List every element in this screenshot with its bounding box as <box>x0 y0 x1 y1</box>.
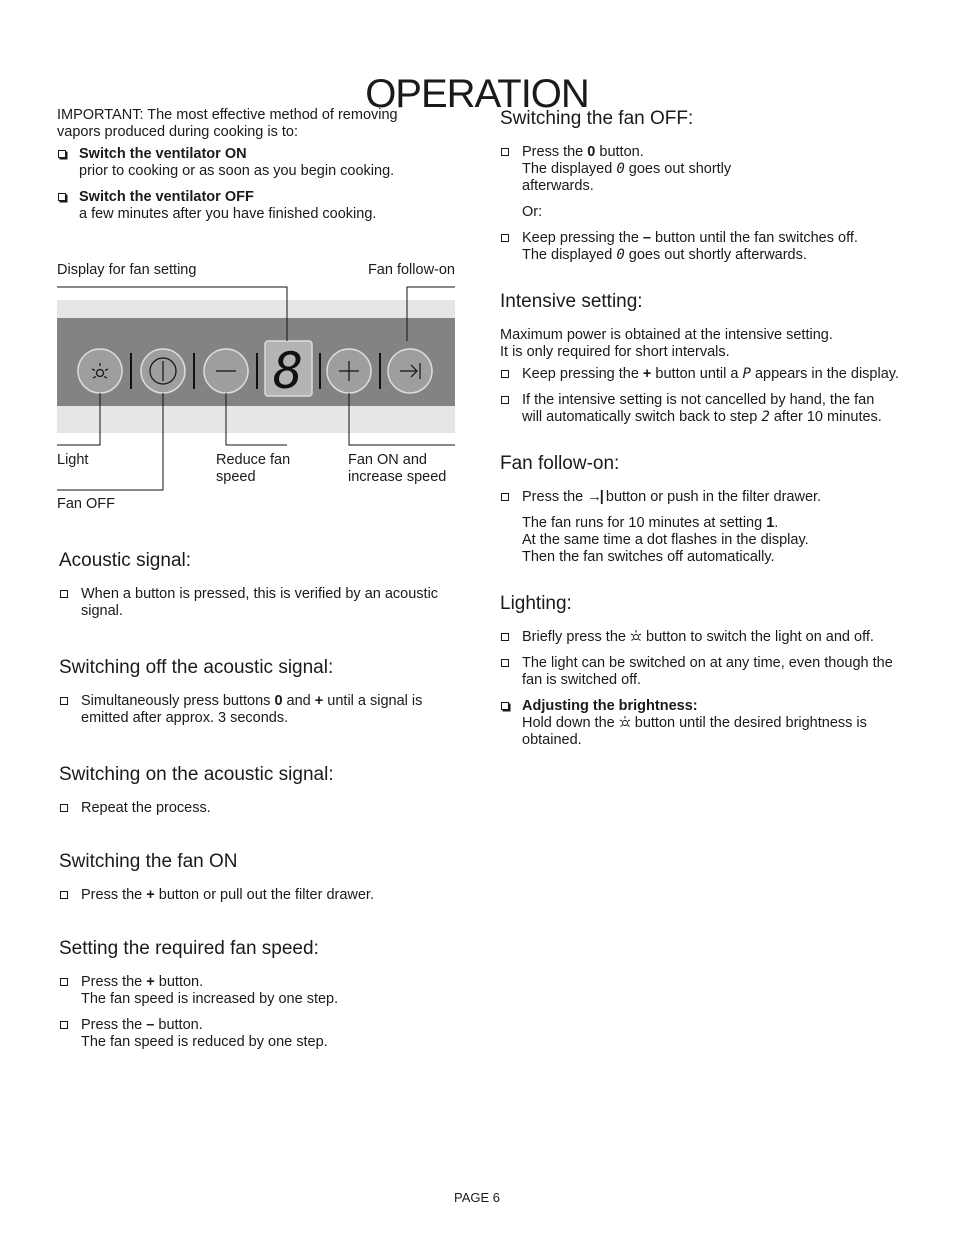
display-2-glyph: 2 <box>761 409 770 425</box>
page-number: PAGE 6 <box>453 1190 500 1205</box>
fan-on-item: Press the + button or pull out the filter drawer. <box>59 887 454 904</box>
label-light: Light <box>57 452 89 468</box>
acoustic-on-item: Repeat the process. <box>59 800 454 817</box>
intro-item-off-text: a few minutes after you have finished cooking. <box>79 206 377 222</box>
intro-item-on-text: prior to cooking or as soon as you begin cooking. <box>79 163 395 179</box>
heading-acoustic-on: Switching on the acoustic signal: <box>59 764 334 785</box>
label-reduce-line2: speed <box>216 469 256 485</box>
fan-off-item-minus: Keep pressing the – button until the fan switches off. The displayed 0 goes out shortly afterwards. <box>500 230 900 264</box>
lighting-item-2: The light can be switched on at any time, even though the fan is switched off. <box>500 655 897 689</box>
light-icon <box>619 715 631 728</box>
display-digit: 8 <box>272 342 304 400</box>
plus-button[interactable] <box>327 349 371 393</box>
follow-on-item: Press the →| button or push in the filter drawer. <box>500 489 900 506</box>
label-fan-on-line2: increase speed <box>348 469 447 485</box>
fan-off-item-0: Press the 0 button. The displayed 0 goes out shortly afterwards. <box>500 144 900 195</box>
heading-fan-on: Switching the fan ON <box>59 851 238 872</box>
heading-acoustic-off: Switching off the acoustic signal: <box>59 657 334 678</box>
label-reduce <box>216 452 290 486</box>
label-follow-on: Fan follow-on <box>367 262 455 278</box>
intro-text: IMPORTANT: The most effective method of removing vapors produced during cooking is to: <box>57 107 398 140</box>
heading-acoustic: Acoustic signal: <box>59 550 192 571</box>
label-fan-on <box>348 452 446 486</box>
intro-item-off-bold: Switch the ventilator OFF <box>79 189 254 205</box>
intensive-p1: Maximum power is obtained at the intensive setting. <box>500 327 833 343</box>
fan-speed-item-minus: Press the – button. The fan speed is reduced by one step. <box>59 1017 454 1051</box>
left-column-sections <box>59 549 454 1051</box>
fan-speed-item-plus: Press the + button. The fan speed is increased by one step. <box>59 974 454 1008</box>
display-0-glyph: 0 <box>616 247 625 263</box>
heading-follow-on: Fan follow-on: <box>500 453 620 474</box>
fan-follow-on-button[interactable] <box>388 349 432 393</box>
lighting-item-1: Briefly press the button to switch the light on and off. <box>500 629 892 646</box>
acoustic-item-text: When a button is pressed, this is verified by an acoustic signal. <box>81 586 439 619</box>
intensive-item-2: If the intensive setting is not cancelled by hand, the fan will automatically switch back to step 2 after 10 minutes. <box>500 392 882 426</box>
control-panel-diagram <box>57 255 457 525</box>
intensive-item-1: Keep pressing the + button until a P appears in the display. <box>500 366 900 383</box>
right-column <box>500 107 900 749</box>
label-fan-on-line1: Fan ON and <box>348 452 427 468</box>
acoustic-item <box>59 586 454 620</box>
light-button[interactable] <box>78 349 122 393</box>
display-0-glyph: 0 <box>616 161 625 177</box>
heading-fan-speed: Setting the required fan speed: <box>59 938 319 959</box>
intensive-p2: It is only required for short intervals. <box>500 344 730 360</box>
heading-intensive: Intensive setting: <box>500 291 643 312</box>
follow-on-icon: →| <box>587 489 602 505</box>
follow-on-details: The fan runs for 10 minutes at setting 1. At the same time a dot flashes in the display. Then the fan switches off automatically. <box>522 515 809 565</box>
minus-button[interactable] <box>204 349 248 393</box>
fan-off-button[interactable] <box>141 349 185 393</box>
light-icon <box>630 629 642 642</box>
intro-item-off <box>57 189 457 223</box>
lighting-item-3: Adjusting the brightness: Hold down the button until the desired brightness is obtained. <box>500 698 882 749</box>
left-column-intro <box>57 107 457 223</box>
page-title: OPERATION <box>365 71 589 116</box>
heading-lighting: Lighting: <box>500 593 572 614</box>
label-fan-off: Fan OFF <box>57 496 116 512</box>
heading-fan-off: Switching the fan OFF: <box>500 108 694 129</box>
label-display: Display for fan setting <box>57 262 197 278</box>
intro-item-on <box>57 146 457 180</box>
display-p-glyph: P <box>742 366 751 382</box>
intro-item-on-bold: Switch the ventilator ON <box>79 146 247 162</box>
label-reduce-line1: Reduce fan <box>216 452 291 468</box>
acoustic-off-item: Simultaneously press buttons 0 and + until a signal is emitted after approx. 3 seconds. <box>59 693 454 727</box>
fan-off-or: Or: <box>522 204 543 220</box>
